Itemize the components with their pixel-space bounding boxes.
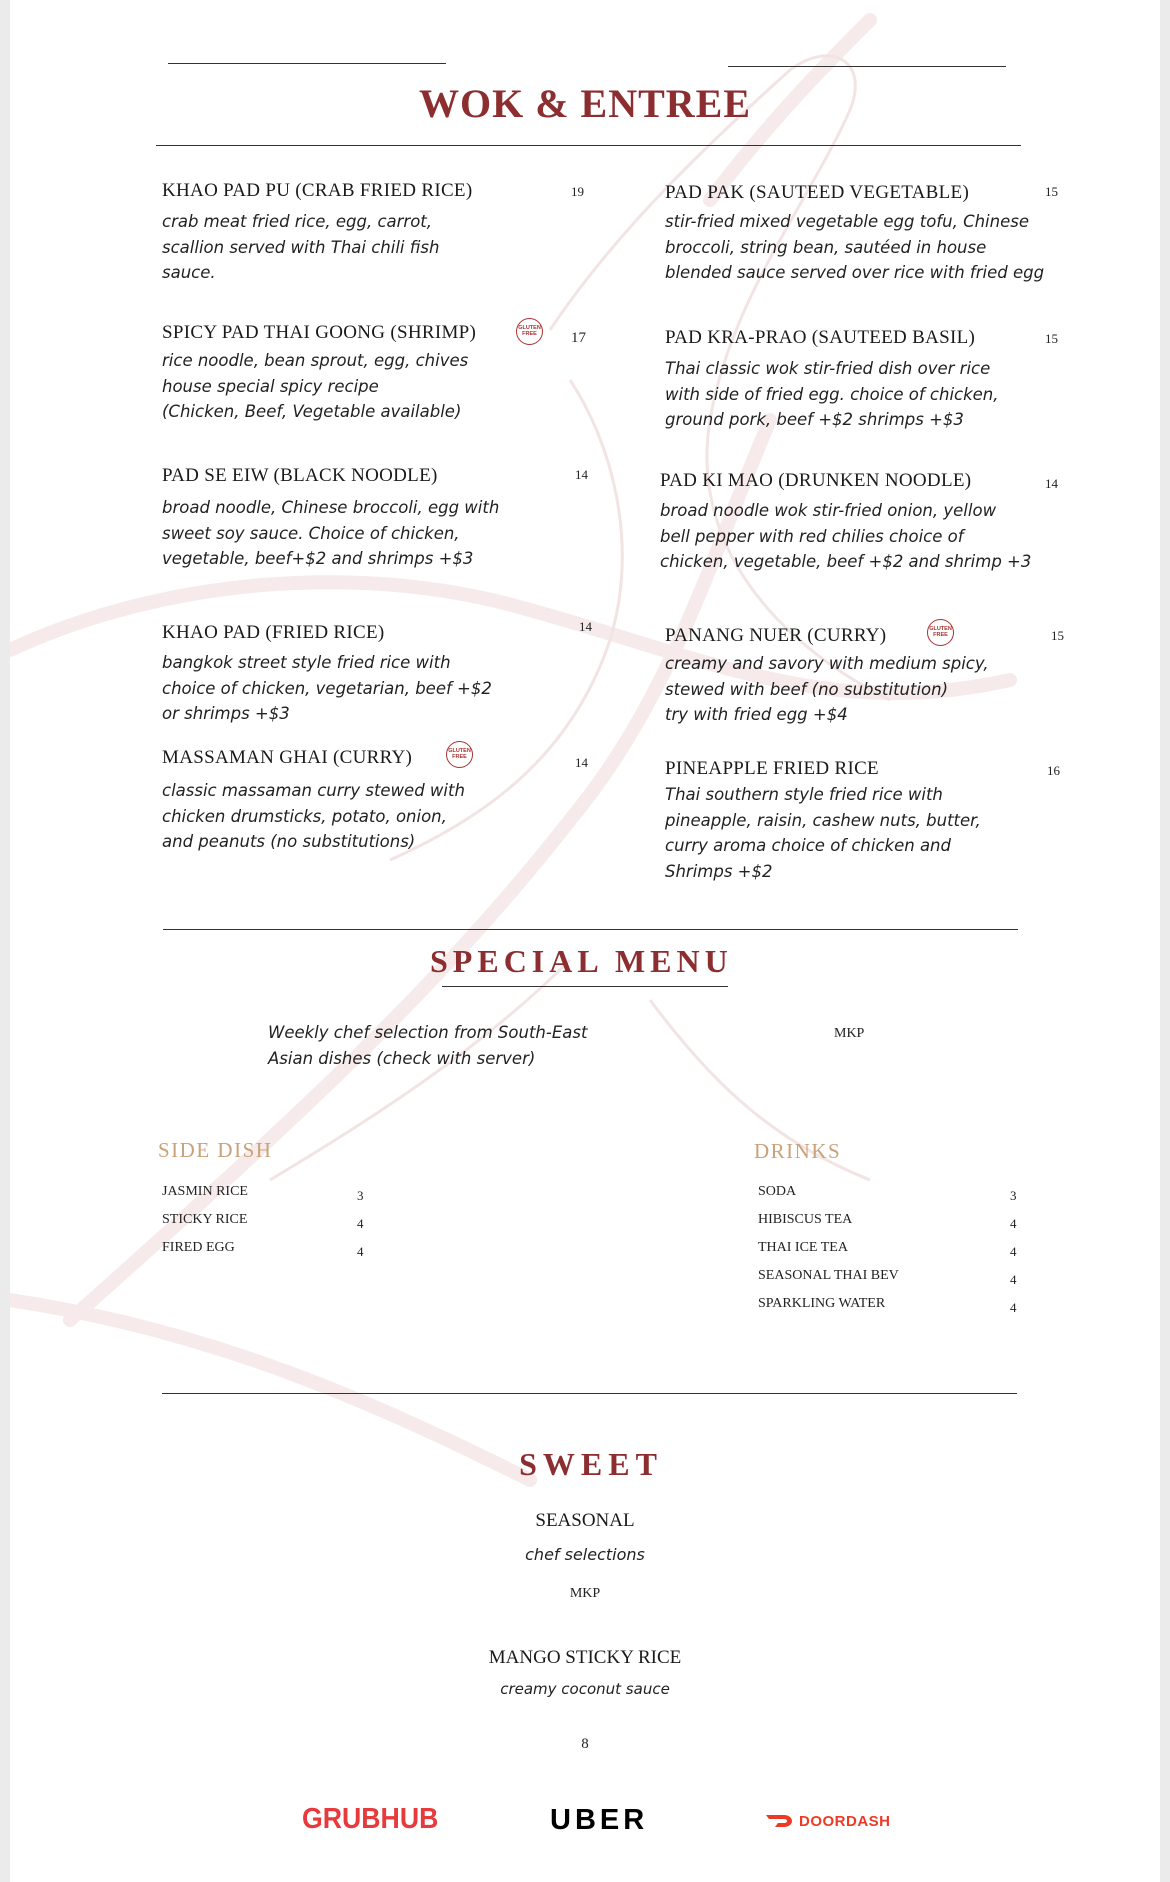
item-title: PAD KRA-PRAO (SAUTEED BASIL) (665, 327, 976, 348)
special-description: Weekly chef selection from South-East Asian dishes (check with server) (268, 1023, 588, 1068)
item-title: KHAO PAD (FRIED RICE) (162, 622, 385, 643)
item-title: PINEAPPLE FRIED RICE (665, 758, 879, 779)
sweet-item-price: MKP (569, 1586, 601, 1601)
menu-page (10, 0, 1160, 1882)
item-description: broad noodle, Chinese broccoli, egg with sweet soy sauce. Choice of chicken, vegetable, beef+$2 and shrimps +$3 (162, 498, 500, 568)
item-price: 14 (575, 467, 588, 482)
wok-section-title: WOK & ENTREE (418, 81, 752, 126)
drink-item: THAI ICE TEA (758, 1240, 848, 1255)
item-price: 16 (1047, 763, 1060, 778)
side-dish-title: SIDE DISH (158, 1138, 273, 1162)
sweet-item-title: SEASONAL (535, 1510, 635, 1531)
sweet-rule-top (162, 1393, 1017, 1394)
sweet-item-description: chef selections (525, 1545, 645, 1564)
sweet-section-title: SWEET (519, 1446, 663, 1482)
gluten-free-badge-icon: GLUTEN FREE (446, 741, 473, 768)
item-description: creamy and savory with medium spicy, stewed with beef (no substitution) try with fried egg +$4 (665, 654, 989, 724)
sweet-item-price: 8 (581, 1736, 589, 1752)
item-price: 17 (571, 330, 586, 346)
doordash-icon (765, 1812, 795, 1830)
item-price: 15 (1051, 628, 1064, 643)
side-dish-item: FIRED EGG (162, 1240, 235, 1255)
side-dish-item: JASMIN RICE (162, 1184, 248, 1199)
drink-price: 3 (1010, 1188, 1017, 1203)
sweet-item-description: creamy coconut sauce (500, 1680, 670, 1698)
doordash-logo[interactable] (765, 1812, 891, 1830)
item-description: Thai southern style fried rice with pineapple, raisin, cashew nuts, butter, curry aroma choice of chicken and Shrimps +$2 (665, 785, 981, 881)
drinks-title: DRINKS (754, 1139, 842, 1163)
sweet-item-title: MANGO STICKY RICE (488, 1647, 682, 1668)
side-dish-item: STICKY RICE (162, 1212, 248, 1227)
special-section-title: SPECIAL MENU (430, 943, 733, 979)
item-description: crab meat fried rice, egg, carrot, scallion served with Thai chili fish sauce. (162, 212, 440, 282)
item-title: PANANG NUER (CURRY) (665, 625, 887, 646)
item-title: PAD SE EIW (BLACK NOODLE) (162, 465, 438, 486)
item-title: SPICY PAD THAI GOONG (SHRIMP) (162, 322, 477, 343)
drink-price: 4 (1010, 1216, 1017, 1231)
drink-price: 4 (1010, 1244, 1017, 1259)
item-description: bangkok street style fried rice with choice of chicken, vegetarian, beef +$2 or shrimps +$3 (162, 653, 492, 723)
drink-price: 4 (1010, 1272, 1017, 1287)
item-price: 15 (1045, 331, 1058, 346)
grubhub-logo[interactable]: GRUBHUB (302, 1803, 439, 1835)
item-price: 15 (1045, 184, 1058, 199)
uber-logo[interactable]: UBER (550, 1804, 649, 1836)
special-price: MKP (834, 1026, 865, 1041)
side-dish-price: 3 (357, 1188, 364, 1203)
gluten-free-badge-icon: GLUTEN FREE (927, 619, 954, 646)
side-dish-price: 4 (357, 1244, 364, 1259)
header-rule-top-left (168, 63, 446, 64)
special-rule-under (442, 986, 728, 987)
side-dish-price: 4 (357, 1216, 364, 1231)
item-title: PAD KI MAO (DRUNKEN NOODLE) (660, 470, 972, 491)
header-rule-top-right (728, 66, 1006, 67)
drink-item: HIBISCUS TEA (758, 1212, 853, 1227)
header-rule-bottom (156, 145, 1021, 146)
item-price: 14 (575, 755, 588, 770)
item-price: 14 (1045, 476, 1058, 491)
drink-item: SPARKLING WATER (758, 1296, 886, 1311)
item-price: 19 (571, 184, 584, 199)
item-description: classic massaman curry stewed with chicken drumsticks, potato, onion, and peanuts (no substitutions) (162, 781, 465, 851)
item-title: MASSAMAN GHAI (CURRY) (162, 747, 413, 768)
special-rule-top (163, 929, 1018, 930)
item-description: stir-fried mixed vegetable egg tofu, Chinese broccoli, string bean, sautéed in house blended sauce served over rice with fried egg (665, 212, 1045, 282)
gluten-free-badge-icon: GLUTEN FREE (516, 318, 543, 345)
doordash-label: DOORDASH (799, 1812, 891, 1830)
item-description: rice noodle, bean sprout, egg, chives house special spicy recipe (Chicken, Beef, Vegetable available) (162, 351, 469, 421)
item-description: Thai classic wok stir-fried dish over rice with side of fried egg. choice of chicken, ground pork, beef +$2 shrimps +$3 (665, 359, 999, 429)
drink-price: 4 (1010, 1300, 1017, 1315)
drink-item: SODA (758, 1184, 797, 1199)
item-title: PAD PAK (SAUTEED VEGETABLE) (665, 182, 970, 203)
item-description: broad noodle wok stir-fried onion, yellow bell pepper with red chilies choice of chicken, vegetable, beef +$2 and shrimp +3 (660, 501, 1032, 571)
item-title: KHAO PAD PU (CRAB FRIED RICE) (162, 180, 473, 201)
item-price: 14 (579, 619, 592, 634)
drink-item: SEASONAL THAI BEV (758, 1268, 899, 1283)
